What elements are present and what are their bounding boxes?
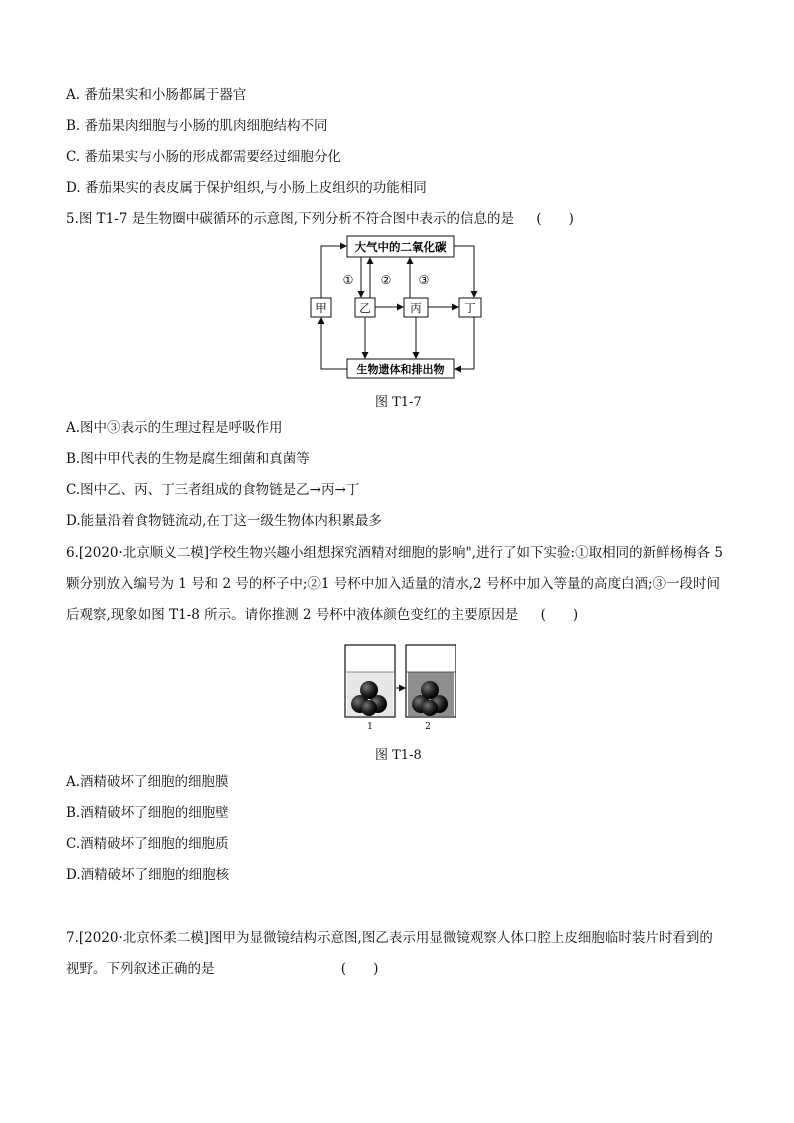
q6-option-a: A.酒精破坏了细胞的细胞膜 — [66, 774, 229, 790]
cup-2-label: 2 — [425, 722, 431, 732]
q7-answer-bracket: ( ) — [340, 961, 379, 977]
marker-2: ② — [380, 273, 392, 287]
q5-stem — [66, 213, 574, 227]
q7-stem-line1: 7.[2020·北京怀柔二模]图甲为显微镜结构示意图,图乙表示用显微镜观察人体口腔上皮细胞临时装片时看到的 — [66, 930, 713, 946]
q6-option-b: B.酒精破坏了细胞的细胞壁 — [66, 805, 229, 821]
q5-answer-bracket: ( ) — [536, 211, 574, 227]
arrow-ding-to-remains — [455, 317, 474, 369]
q4-option-d: D. 番茄果实的表皮属于保护组织,与小肠上皮组织的功能相同 — [66, 180, 427, 196]
node-ding-label: 丁 — [464, 301, 476, 315]
q6-option-d: D.酒精破坏了细胞的细胞核 — [66, 867, 230, 883]
carbon-cycle-diagram — [300, 232, 500, 382]
remains-label: 生物遗体和排出物 — [356, 363, 445, 376]
q5-option-c: C.图中乙、丙、丁三者组成的食物链是乙→丙→丁 — [66, 482, 360, 498]
arrow-co2-to-ding — [454, 246, 474, 297]
q6-stem-line2: 颗分别放入编号为 1 号和 2 号的杯子中;②1 号杯中加入适量的清水,2 号杯中加入等量的高度白酒;③一段时间 — [66, 576, 720, 592]
cup-1-label: 1 — [367, 722, 373, 732]
q5-option-b: B.图中甲代表的生物是腐生细菌和真菌等 — [66, 451, 310, 467]
cup-1 — [345, 645, 395, 717]
marker-1: ① — [342, 273, 354, 287]
q4-option-b: B. 番茄果肉细胞与小肠的肌肉细胞结构不同 — [66, 118, 328, 134]
q7-stem-line2: 视野。下列叙述正确的是 — [66, 961, 215, 977]
node-yi-label: 乙 — [359, 301, 371, 315]
q5-stem-text: 5.图 T1-7 是生物圈中碳循环的示意图,下列分析不符合图中表示的信息的是 — [66, 211, 514, 227]
figure-t1-7-caption: 图 T1-7 — [375, 395, 422, 410]
q5-option-d: D.能量沿着食物链流动,在丁这一级生物体内积累最多 — [66, 513, 382, 529]
q6-stem-line3-wrap — [66, 609, 578, 623]
arrow-jia-to-co2 — [321, 246, 346, 298]
q5-option-a: A.图中③表示的生理过程是呼吸作用 — [66, 420, 283, 436]
q6-answer-bracket: ( ) — [540, 607, 579, 623]
cup-2 — [406, 645, 456, 717]
q6-stem-line3: 后观察,现象如图 T1-8 所示。请你推测 2 号杯中液体颜色变红的主要原因是 — [66, 607, 519, 623]
q7-stem-line2-wrap — [66, 963, 378, 977]
q6-stem-line1: 6.[2020·北京顺义二模]学校生物兴趣小组想探究酒精对细胞的影响",进行了如下实验:①取相同的新鲜杨梅各 5 — [66, 545, 723, 561]
node-bing-label: 丙 — [410, 301, 422, 315]
cups-figure — [338, 638, 456, 734]
node-jia-label: 甲 — [315, 301, 327, 315]
q4-option-c: C. 番茄果实与小肠的形成都需要经过细胞分化 — [66, 149, 341, 165]
marker-3: ③ — [418, 273, 430, 287]
atmosphere-co2-label: 大气中的二氧化碳 — [354, 240, 447, 254]
figure-t1-8-caption: 图 T1-8 — [375, 748, 422, 763]
q6-option-c: C.酒精破坏了细胞的细胞质 — [66, 836, 229, 852]
q4-option-a: A. 番茄果实和小肠都属于器官 — [66, 87, 247, 103]
arrow-remains-to-jia — [321, 318, 347, 369]
